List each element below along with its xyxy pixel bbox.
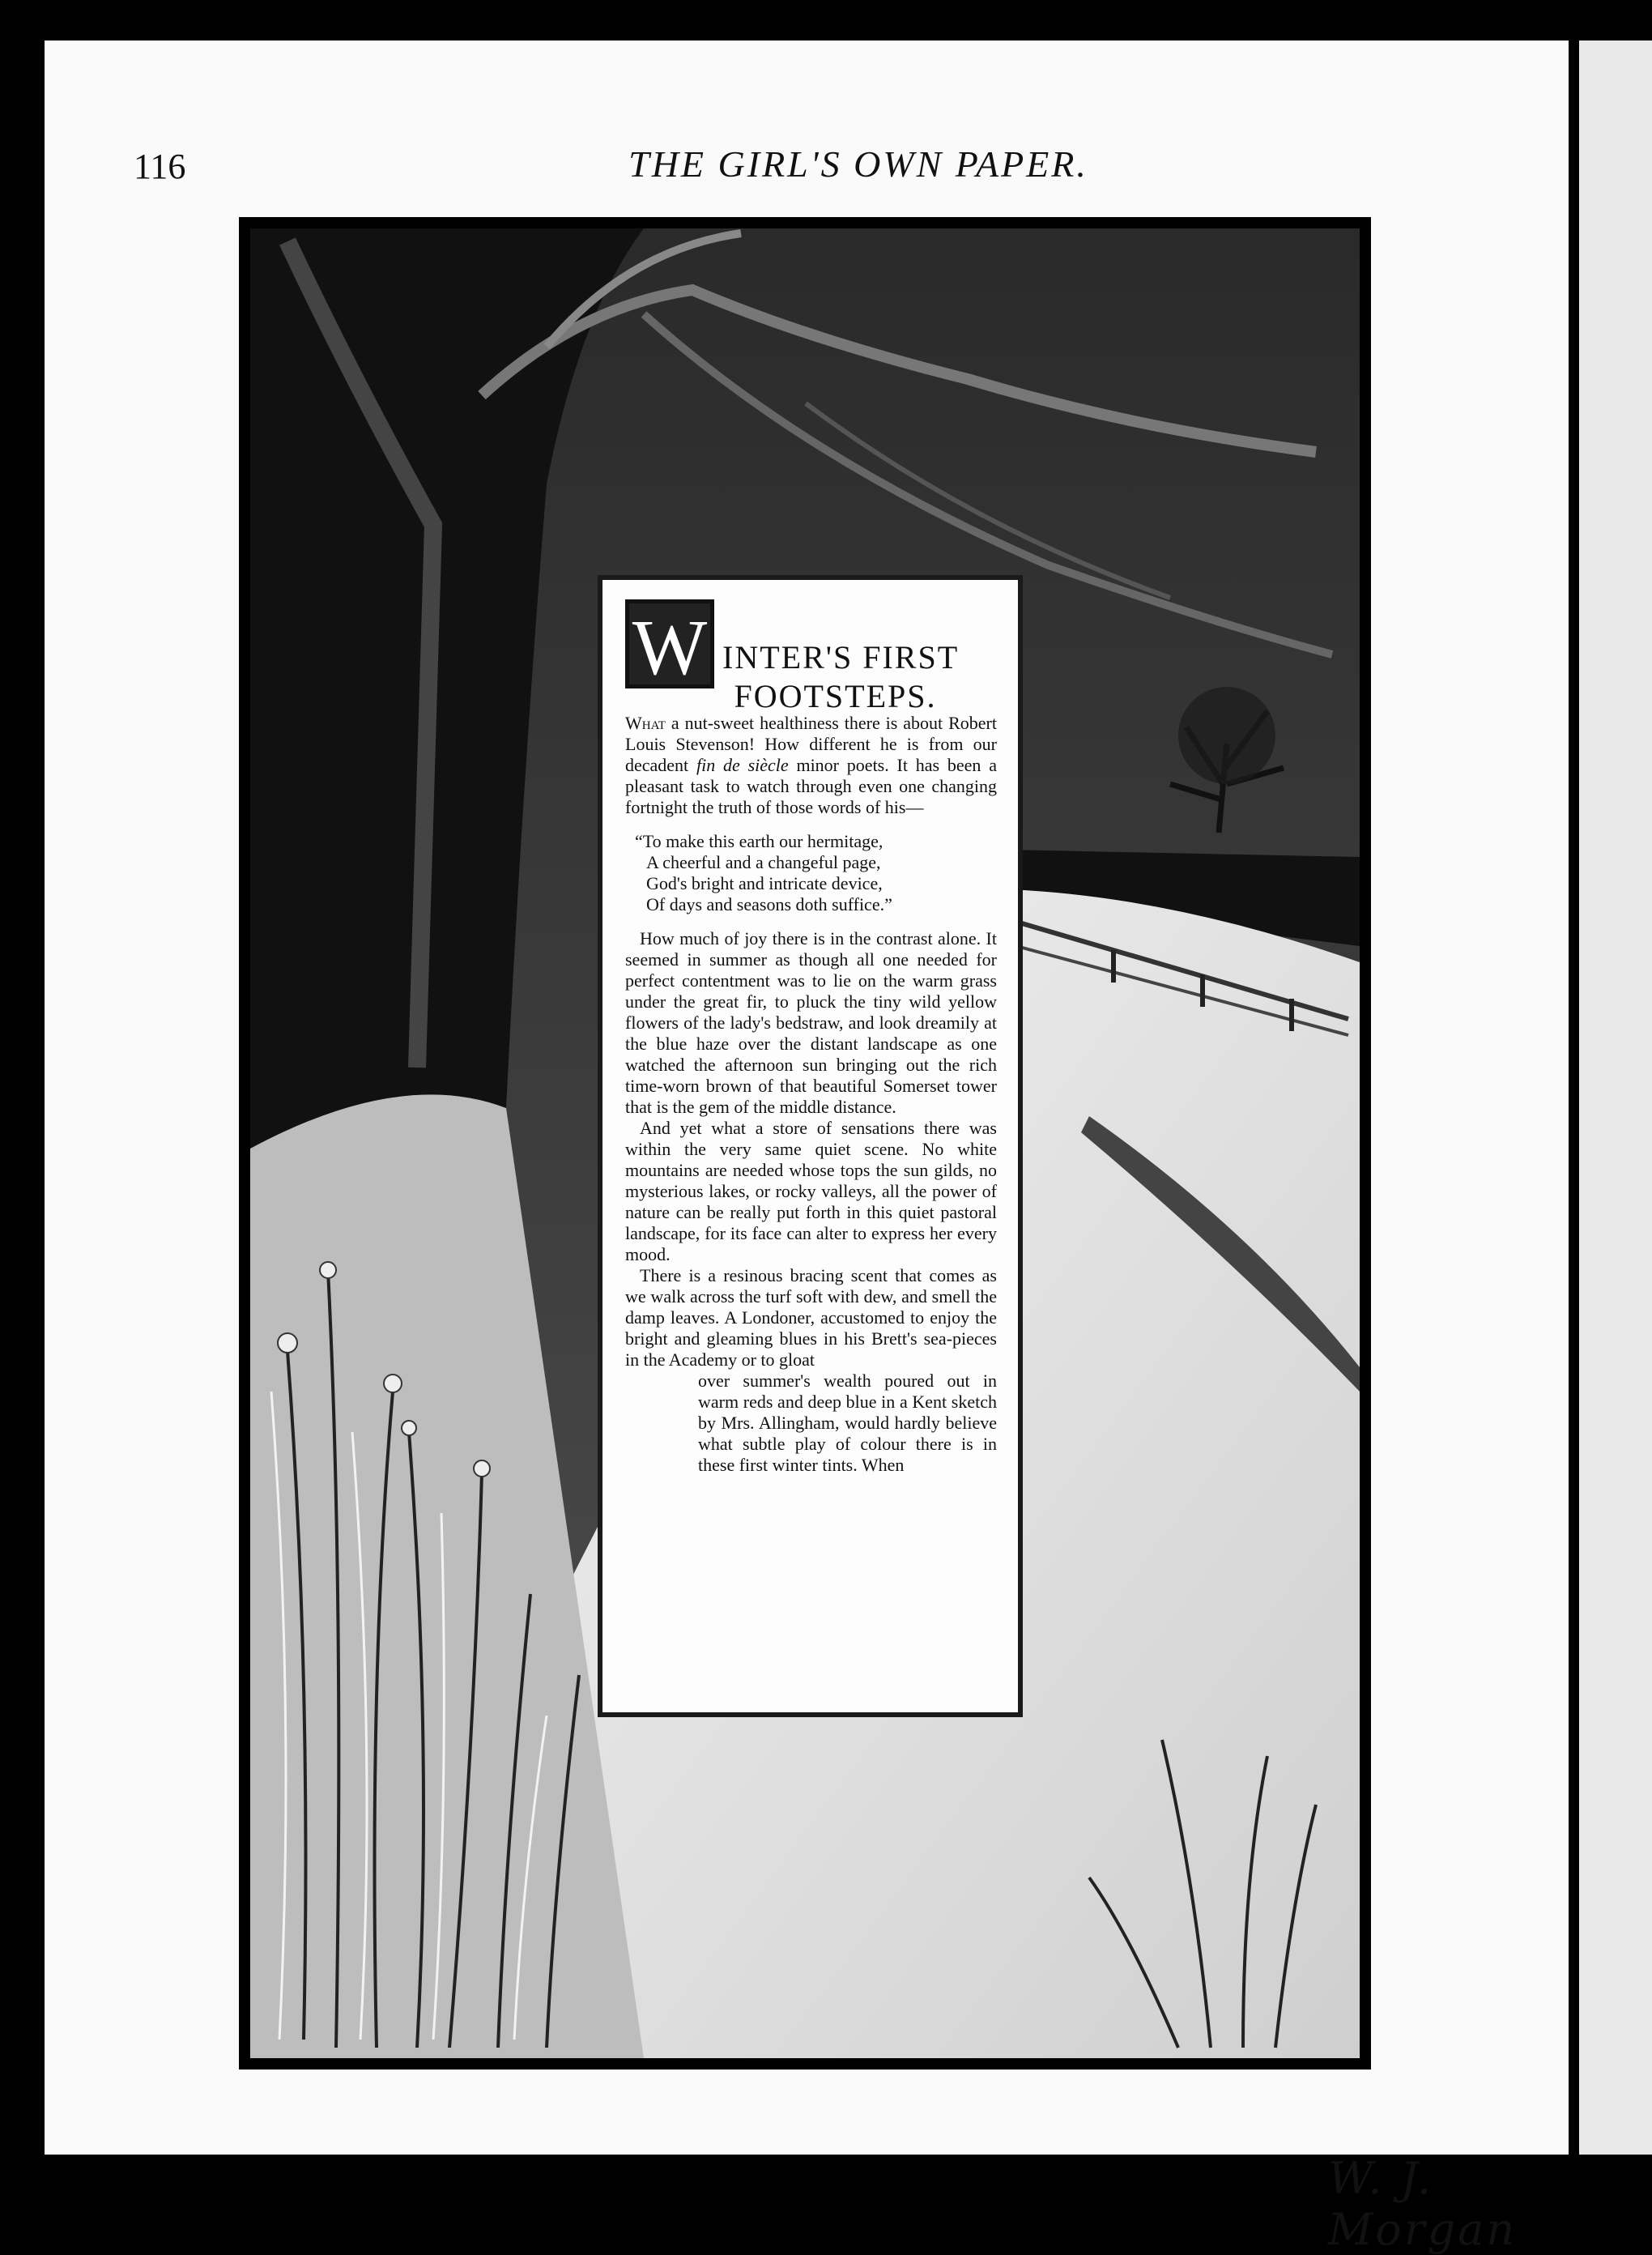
paragraph-3: And yet what a store of sensations there was within the very same quiet scene. No white mountains are needed whose tops the sun gilds, no mysterious lakes, or rocky valleys, all the power of nature can be really put forth in this quiet pastoral landscape, for its face can alter to express her every mood. [625, 1118, 997, 1264]
poem-line: A cheerful and a changeful page, [646, 852, 881, 872]
paragraph-1-text-b: minor poets. It has been a pleasant task to watch through even one changing fortnight the truth of those words of his— [625, 755, 997, 817]
article-heading [625, 599, 997, 713]
running-title: THE GIRL'S OWN PAPER. [628, 143, 1088, 185]
paragraph-1-text-a: a nut-sweet healthiness there is about Robert Louis Stevenson! How different he is from our decadent [625, 713, 997, 775]
poem-line: God's bright and intricate device, [646, 873, 883, 893]
lead-word: What [625, 713, 666, 733]
poem-line: Of days and seasons doth suffice.” [646, 894, 892, 914]
artist-signature: W. J. Morgan [1328, 2153, 1518, 2255]
drop-cap: W [625, 599, 714, 688]
poem-quote [635, 831, 997, 915]
paragraph-4-continued: over summer's wealth poured out in warm reds and deep blue in a Kent sketch by Mrs. Allingham, would hardly believe what subtle play of colour there is in these first winter tints. When [698, 1370, 997, 1475]
heading-line-2: FOOTSTEPS. [734, 678, 937, 714]
paragraph-1-italic: fin de siècle [696, 755, 789, 775]
heading-line-1: INTER'S FIRST [722, 639, 960, 676]
page-number: 116 [134, 147, 186, 186]
paragraph-2: How much of joy there is in the contrast alone. It seemed in summer as though all one needed for perfect contentment was to lie on the warm grass under the great fir, to pluck the tiny wild yellow flowers of the lady's bedstraw, and look dreamily at the blue haze over the distant landscape as one watched the afternoon sun bringing out the rich time-worn brown of that beautiful Somerset tower that is the gem of the middle distance. [625, 928, 997, 1117]
article-panel [598, 575, 1023, 1717]
adjacent-page-edge [1579, 40, 1652, 2155]
paragraph-4: There is a resinous bracing scent that comes as we walk across the turf soft with dew, and smell the damp leaves. A Londoner, accustomed to enjoy the bright and gleaming blues in his Brett's sea-pieces in the Academy or to gloat [625, 1265, 997, 1370]
paragraph-1 [625, 713, 997, 818]
article-body [625, 713, 997, 1476]
poem-line: “To make this earth our hermitage, [635, 831, 883, 851]
